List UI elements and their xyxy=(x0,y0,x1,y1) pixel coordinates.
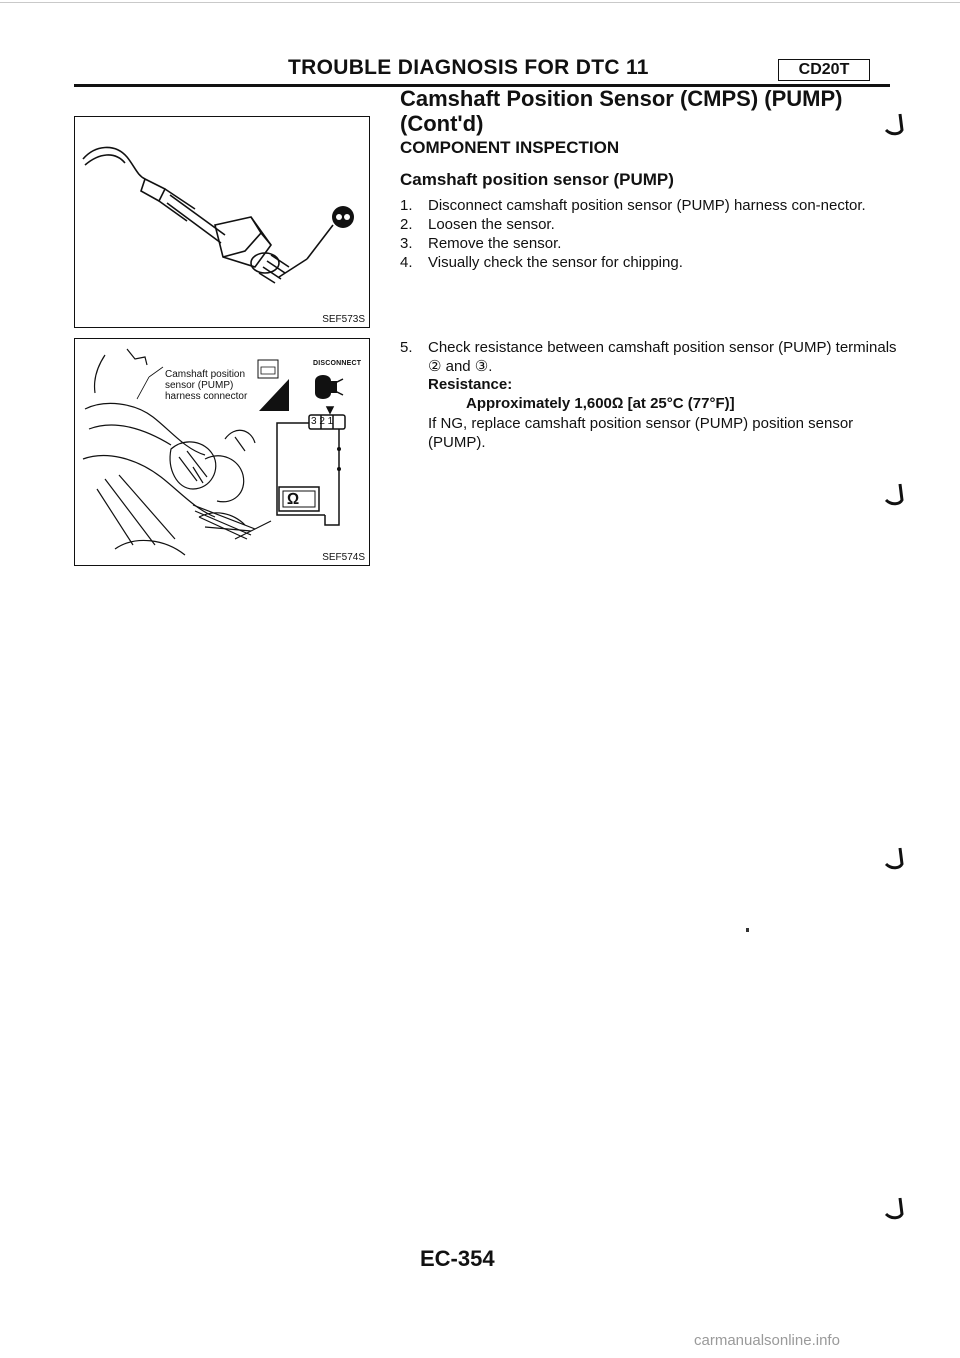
disconnect-connector-icon xyxy=(315,375,337,399)
figure-code: SEF573S xyxy=(322,314,365,325)
page-header-title: TROUBLE DIAGNOSIS FOR DTC 11 xyxy=(288,56,649,79)
callout-line: Camshaft position xyxy=(165,369,246,380)
step-number: 3. xyxy=(400,235,413,252)
component-inspection-heading: COMPONENT INSPECTION xyxy=(400,138,620,157)
check-mark-icon xyxy=(882,1196,906,1222)
resistance-value: Approximately 1,600Ω [at 25°C (77°F)] xyxy=(466,395,735,412)
step-5 xyxy=(400,338,900,376)
page-number: EC-354 xyxy=(420,1246,495,1271)
step-number: 4. xyxy=(400,254,413,271)
step-1 xyxy=(400,196,900,215)
watermark: carmanualsonline.info xyxy=(694,1332,840,1349)
step-4 xyxy=(400,253,900,272)
figure-sensor-removal xyxy=(74,116,370,328)
ignition-key-icon xyxy=(261,367,275,374)
sensor-illustration xyxy=(75,117,368,326)
connector-terminal-labels: 3 2 1 xyxy=(311,416,334,427)
step-number: 2. xyxy=(400,216,413,233)
check-mark-icon xyxy=(882,482,906,508)
check-mark-icon xyxy=(882,112,906,138)
step-text: Disconnect camshaft position sensor (PUMP) harness con-nector. xyxy=(428,197,866,214)
sensor-subheading: Camshaft position sensor (PUMP) xyxy=(400,170,674,189)
step-2 xyxy=(400,215,900,234)
step-number: 1. xyxy=(400,197,413,214)
section-title-line1: Camshaft Position Sensor (CMPS) (PUMP) xyxy=(400,86,843,111)
step-text: Check resistance between camshaft position sensor (PUMP) terminals ② and ③. xyxy=(428,339,897,375)
ts-label: T.S. xyxy=(262,384,278,394)
ng-note: If NG, replace camshaft position sensor (PUMP) position sensor (PUMP). xyxy=(428,415,854,451)
callout-line: harness connector xyxy=(165,391,248,402)
step-text: Remove the sensor. xyxy=(428,235,562,252)
step-3 xyxy=(400,234,900,253)
ohmmeter-icon: Ω xyxy=(287,491,300,508)
step-number: 5. xyxy=(400,339,413,356)
check-mark-icon xyxy=(882,846,906,872)
section-title-line2: (Cont'd) xyxy=(400,111,484,136)
step-text: Visually check the sensor for chipping. xyxy=(428,254,683,271)
step-text: Loosen the sensor. xyxy=(428,216,555,233)
disconnect-label: DISCONNECT xyxy=(313,360,362,367)
section-title xyxy=(400,86,900,136)
callout-line: sensor (PUMP) xyxy=(165,380,234,391)
top-rule xyxy=(0,2,960,3)
inspection-steps xyxy=(400,196,900,272)
model-badge: CD20T xyxy=(778,59,870,81)
figure-resistance-check xyxy=(74,338,370,566)
wrench-icon xyxy=(332,206,354,228)
resistance-label: Resistance: xyxy=(428,376,513,393)
speck xyxy=(746,928,749,932)
figure-code: SEF574S xyxy=(322,552,365,563)
harness-connector-callout xyxy=(165,369,247,402)
